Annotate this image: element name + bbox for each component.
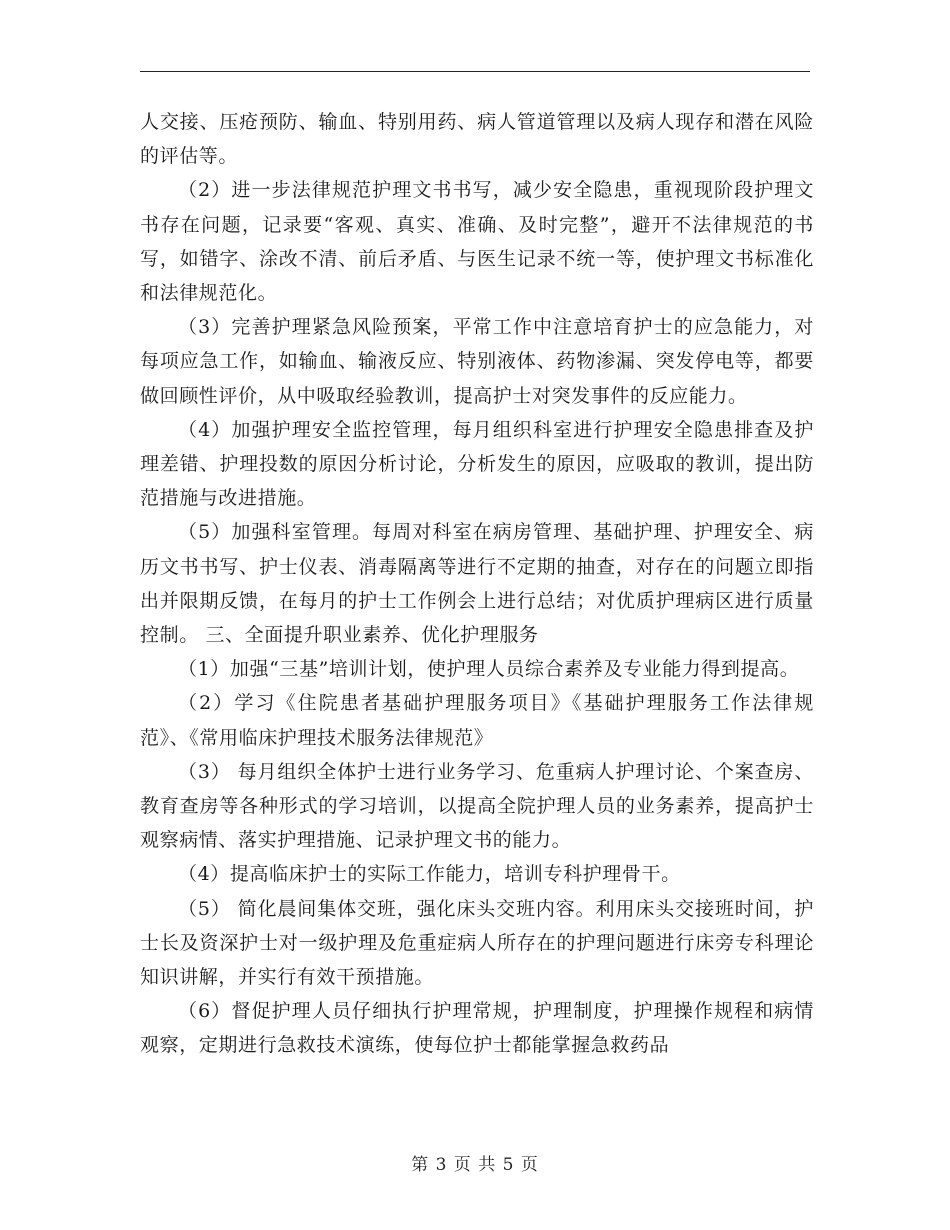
paragraph-item-5-department-management: （5）加强科室管理。每周对科室在病房管理、基础护理、护理安全、病历文书书写、护士仪表、消毒隔离等进行不定期的抽查，对存在的问题立即指出并限期反馈，在每月的护士工作例会上进行总结；对优质护理病区进行质量控制。 三、全面提升职业素养、优化护理服务: [140, 521, 814, 647]
paragraph-continuation: 人交接、压疮预防、输血、特别用药、病人管道管理以及病人现存和潜在风险的评估等。: [140, 111, 814, 168]
header-rule: [140, 71, 810, 72]
page-number-footer: 第 3 页 共 5 页: [411, 1155, 539, 1175]
paragraph-item-3-emergency-plan: （3）完善护理紧急风险预案，平常工作中注意培育护士的应急能力，对每项应急工作，如输血、输液反应、特别液体、药物渗漏、突发停电等，都要做回顾性评价，从中吸取经验教训，提高护士对突发事件的反应能力。: [140, 316, 814, 407]
paragraph-item-1-three-basics: （1）加强“三基”培训计划，使护理人员综合素养及专业能力得到提高。: [178, 658, 800, 681]
paragraph-item-2-study-standards: （2）学习《住院患者基础护理服务项目》《基础护理服务工作法律规范》、《常用临床护理技术服务法律规范》: [140, 692, 814, 749]
document-body: [140, 105, 814, 1063]
paragraph-item-4-safety-monitoring: （4）加强护理安全监控管理，每月组织科室进行护理安全隐患排查及护理差错、护理投数的原因分析讨论，分析发生的原因，应吸取的教训，提出防范措施与改进措施。: [140, 418, 814, 510]
paragraph-item-5-shift-handover: （5） 简化晨间集体交班，强化床头交班内容。利用床头交接班时间，护士长及资深护士对一级护理及危重症病人所存在的护理问题进行床旁专科理论知识讲解，并实行有效干预措施。: [140, 897, 814, 989]
paragraph-item-4-clinical-ability: （4）提高临床护士的实际工作能力，培训专科护理骨干。: [178, 863, 681, 886]
paragraph-item-6-nursing-routines: （6）督促护理人员仔细执行护理常规，护理制度，护理操作规程和病情观察，定期进行急救技术演练，使每位护士都能掌握急救药品: [140, 1000, 814, 1057]
paragraph-item-2-legal-records: （2）进一步法律规范护理文书书写，减少安全隐患，重视现阶段护理文书存在问题，记录要“客观、真实、准确、及时完整”，避开不法律规范的书写，如错字、涂改不清、前后矛盾、与医生记录不统一等，使护理文书标准化和法律规范化。: [140, 179, 814, 305]
paragraph-item-3-monthly-training: （3） 每月组织全体护士进行业务学习、危重病人护理讨论、个案查房、教育查房等各种形式的学习培训，以提高全院护理人员的业务素养，提高护士观察病情、落实护理措施、记录护理文书的能力。: [140, 760, 814, 852]
